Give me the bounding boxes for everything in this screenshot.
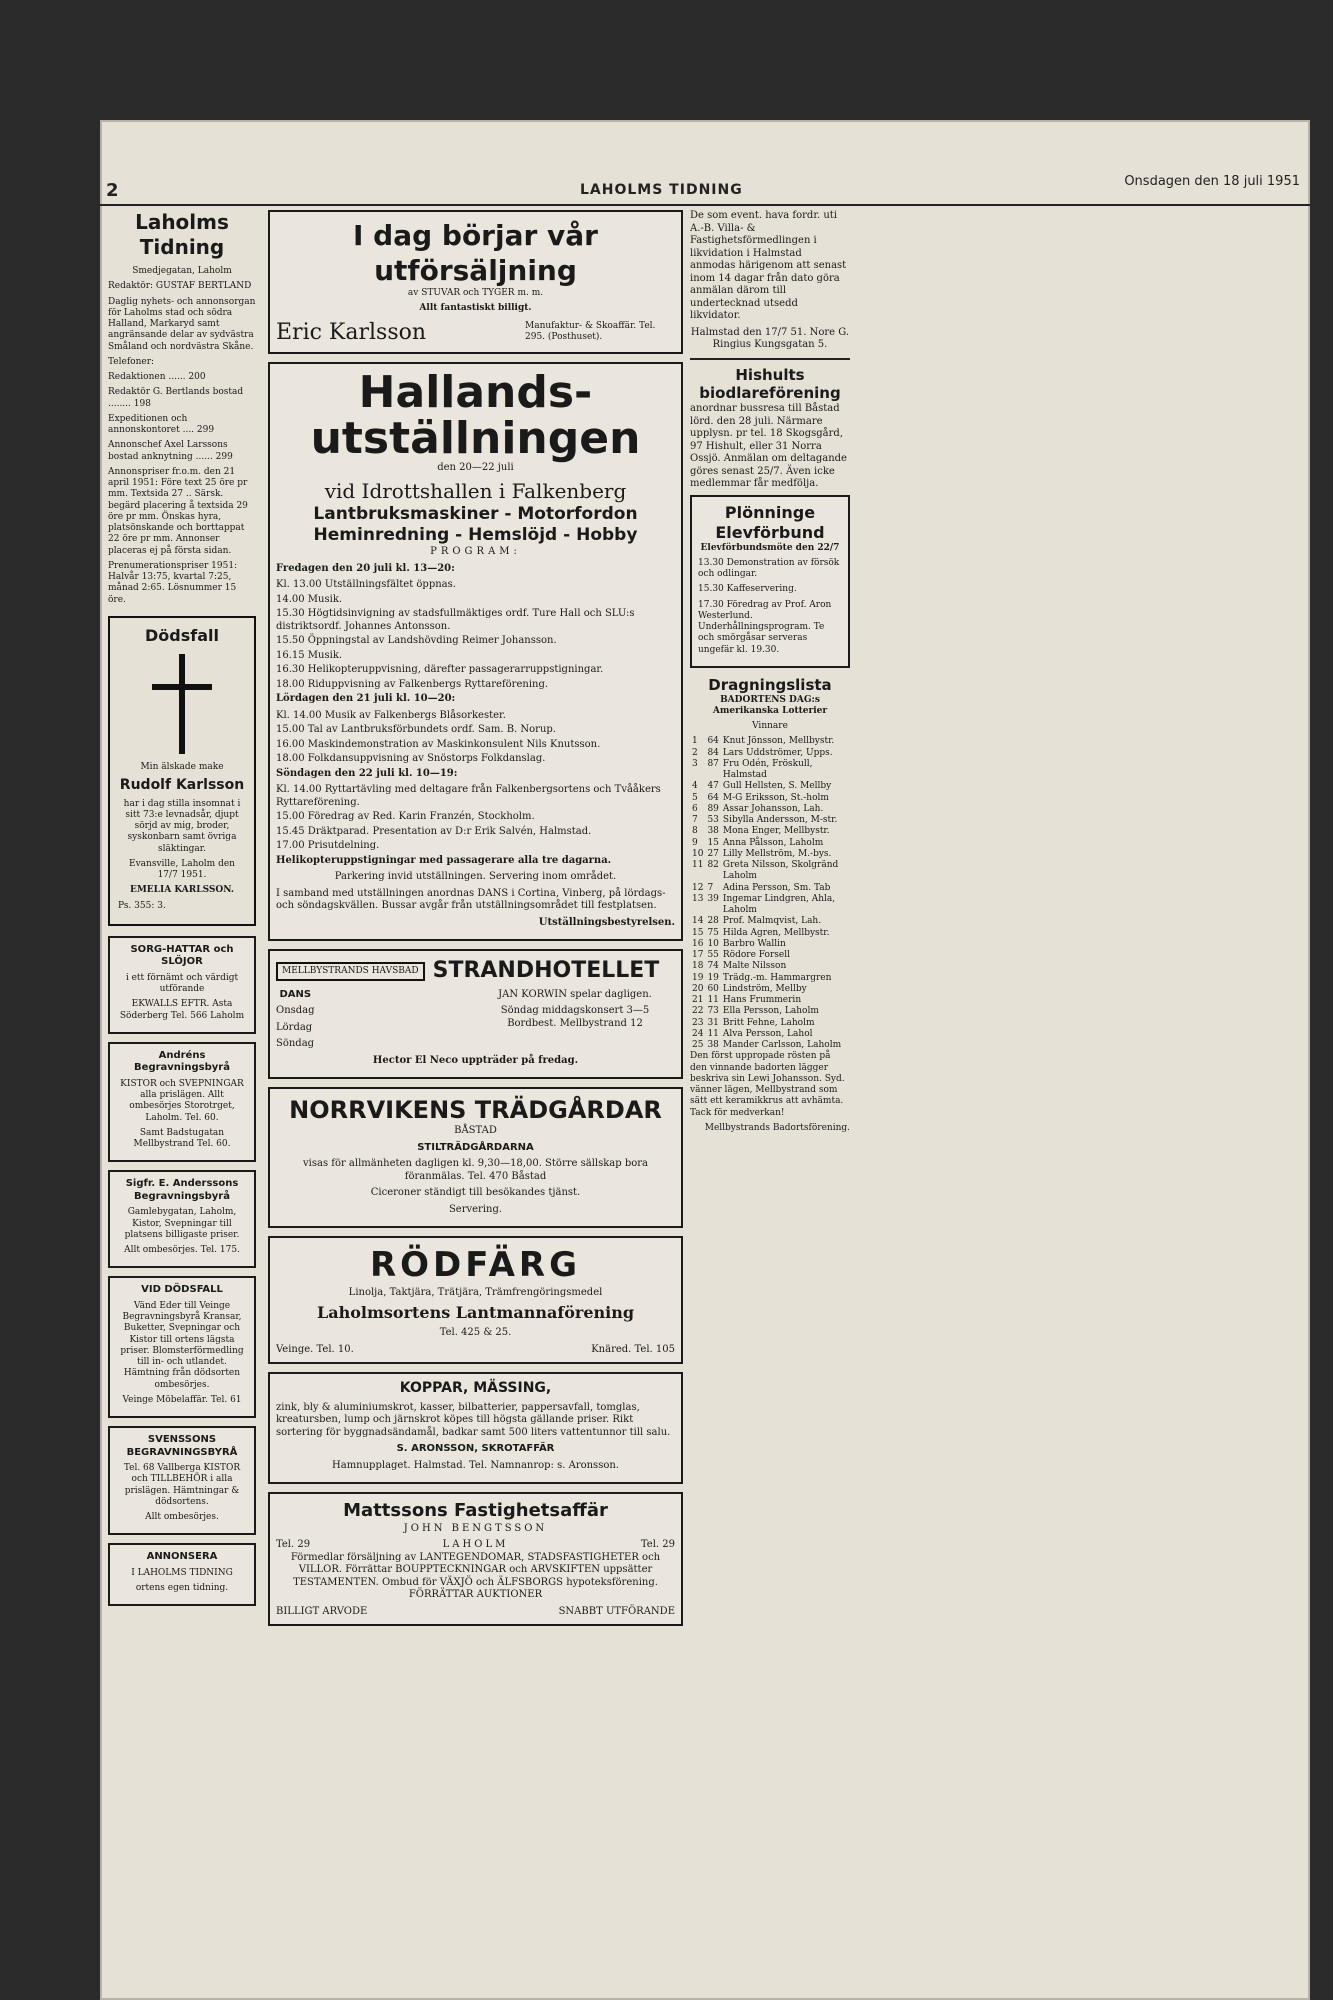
masthead-title: Laholms Tidning (135, 210, 229, 259)
ad-box (108, 1276, 256, 1418)
ad-title: ANNONSERA (146, 1551, 218, 1563)
ad-title: Sigfr. E. Anderssons Begravningsbyrå (125, 1178, 239, 1202)
program-item: 16.30 Helikopteruppvisning, därefter passagerarruppstigningar. (276, 664, 604, 676)
table-row (690, 826, 850, 837)
ad-sig: EKWALLS EFTR. Asta Söderberg Tel. 566 Laholm (119, 999, 245, 1021)
program-day: Fredagen den 20 juli kl. 13—20: (276, 562, 455, 574)
program-item: 15.00 Tal av Lantbruksförbundets ordf. Sam. B. Norup. (276, 724, 556, 736)
draw-sig: Mellbystrands Badortsförening. (704, 1122, 850, 1133)
koppar-text: zink, bly & aluminiumskrot, kasser, bilbatterier, pappersavfall, tomglas, kreatursben, lump och järnskrot köpes till högsta gällande priser. Rikt sortering för byggnadsändamål, badkar samt 500 liters vattentunnor till salu. (276, 1401, 671, 1438)
table-row (690, 1029, 850, 1040)
table-row (690, 748, 850, 759)
strand-band: JAN KORWIN spelar dagligen. (498, 988, 652, 1000)
ad-title: VID DÖDSFALL (141, 1284, 223, 1296)
ad-box (108, 1042, 256, 1163)
table-row (690, 759, 850, 782)
table-cell: Ella Persson, Laholm (722, 1006, 819, 1017)
table-cell: 14 (692, 916, 704, 927)
table-row (690, 793, 850, 804)
table-cell: Sibylla Andersson, M-str. (722, 815, 838, 825)
draw-head: Vinnare (752, 721, 788, 731)
program-item: 15.45 Dräktparad. Presentation av D:r Erik Salvén, Halmstad. (276, 825, 592, 837)
koppar-name: S. ARONSSON, SKROTAFFÄR (396, 1443, 555, 1455)
table-cell: 74 (707, 961, 719, 972)
plonninge-item: 15.30 Kaffeservering. (698, 584, 797, 595)
masthead-editor: Redaktör: GUSTAF BERTLAND (108, 281, 252, 292)
death-signed: EMELIA KARLSSON. (129, 885, 234, 896)
sale-ad (268, 210, 683, 354)
ad-box (108, 1426, 256, 1535)
ads-prices: Annonspriser fr.o.m. den 21 april 1951: Före text 25 öre pr mm. Textsida 27 .. Särsk. begärd placering å textsida 29 öre pr mm. Önskas hyra, platsönskande och borttappat 22 öre pr mm. Annonser placeras ej på första sidan. (108, 466, 248, 556)
ad-text: I LAHOLMS TIDNING (131, 1567, 233, 1578)
table-cell: 7 (692, 815, 698, 825)
mattssons-title: Mattssons Fastighetsaffär (343, 1500, 608, 1522)
ad-title: SORG-HATTAR och SLÖJOR (130, 943, 234, 968)
plonninge-item: 17.30 Föredrag av Prof. Aron Westerlund. Underhållningsprogram. Te och smörgåsar serveras ungefär kl. 19.30. (698, 599, 832, 655)
table-cell: 15 (692, 927, 704, 938)
table-cell: 25 (692, 1040, 704, 1050)
sale-name: Eric Karlsson (276, 319, 427, 345)
table-cell: 27 (707, 848, 719, 859)
phone-line: Annonschef Axel Larssons bostad anknytning ...... 299 (108, 440, 233, 462)
table-row (690, 815, 850, 826)
table-cell: Anna Pålsson, Laholm (722, 837, 824, 848)
death-text: har i dag stilla insomnat i sitt 73:e levnadsår, djupt sörjd av mig, broder, syskonbarn samt övriga släktingar. (123, 798, 241, 854)
table-cell: 6 (692, 803, 698, 814)
table-row (690, 1040, 850, 1051)
norrviken-town: BÅSTAD (454, 1125, 497, 1137)
mattssons-tel: Tel. 29 (276, 1539, 311, 1551)
table-row (690, 984, 850, 995)
table-cell: Mander Carlsson, Laholm (722, 1040, 842, 1050)
table-cell: 9 (692, 837, 698, 848)
table-cell: Fru Odén, Fröskull, Halmstad (722, 758, 813, 780)
ad-title: SVENSSONS BEGRAVNINGSBYRÅ (126, 1434, 238, 1458)
program-item: 15.00 Föredrag av Red. Karin Franzén, Stockholm. (276, 811, 535, 823)
table-cell: Greta Nilsson, Skolgränd Laholm (722, 860, 839, 882)
ad-sig: Allt ombesörjes. (145, 1512, 219, 1522)
mattssons-ad (268, 1492, 683, 1626)
phone-line: Redaktionen ...... 200 (108, 372, 206, 382)
page-header (100, 170, 1310, 206)
table-cell: 12 (692, 882, 704, 893)
plonninge-ad (690, 495, 850, 668)
table-cell: Prof. Malmqvist, Lah. (722, 916, 822, 927)
table-cell: Hilda Agren, Mellbystr. (722, 927, 830, 938)
table-cell: 11 (707, 995, 719, 1005)
draw-title: Dragningslista (708, 675, 832, 694)
table-cell: 75 (707, 927, 719, 938)
table-cell: 31 (707, 1017, 719, 1028)
ad-box (108, 1543, 256, 1606)
strand-brand: MELLBYSTRANDS HAVSBAD (276, 962, 425, 981)
table-cell: 11 (707, 1028, 719, 1039)
strand-dans: DANS (279, 988, 312, 1000)
death-name: Rudolf Karlsson (119, 777, 245, 793)
table-row (690, 804, 850, 815)
plonninge-sub: Elevförbundsmöte den 22/7 (700, 542, 840, 553)
plonninge-title: Plönninge Elevförbund (715, 502, 825, 542)
likvidation-text: De som event. hava fordr. uti A.-B. Villa- & Fastighetsförmedlingen i likvidation i Halmstad anmodas härigenom att senast inom 14 dagar från dato göra anmälan därom till undertecknad utsedd likvidator. (690, 210, 847, 321)
phone-line: Redaktör G. Bertlands bostad ........ 198 (108, 387, 244, 409)
norrviken-sub: STILTRÄDGÅRDARNA (417, 1141, 534, 1153)
program-item: 15.30 Högtidsinvigning av stadsfullmäktiges ordf. Ture Hall och SLU:s distriktsordf. Johannes Antonsson. (276, 608, 635, 632)
table-cell: 18 (692, 961, 704, 972)
ad-title: Andréns Begravningsbyrå (134, 1049, 230, 1074)
subscription: Prenumerationspriser 1951: Halvår 13:75, kvartal 7:25, månad 2:65. Lösnummer 15 öre. (108, 560, 238, 605)
phones-label: Telefoner: (108, 356, 155, 367)
table-cell: Mona Enger, Mellbystr. (722, 826, 830, 837)
table-cell: 21 (692, 995, 704, 1005)
table-row (690, 928, 850, 939)
norrviken-servering: Servering. (448, 1203, 503, 1215)
masthead-address: Smedjegatan, Laholm (132, 266, 232, 276)
draw-table (690, 736, 850, 1051)
koppar-ad (268, 1372, 683, 1484)
table-cell: 60 (707, 983, 719, 994)
death-heading: Dödsfall (145, 625, 219, 645)
program-item: 18.00 Riduppvisning av Falkenbergs Ryttareförening. (276, 678, 549, 690)
mattssons-tel: Tel. 29 (640, 1539, 675, 1551)
table-cell: 10 (692, 848, 704, 859)
table-row (690, 781, 850, 792)
table-cell: 8 (692, 826, 698, 837)
column-3 (690, 210, 850, 1980)
program-item: Kl. 14.00 Musik av Falkenbergs Blåsorkester. (276, 709, 506, 721)
table-cell: Hans Frummerin (722, 995, 802, 1005)
table-cell: Malte Nilsson (722, 961, 787, 972)
table-cell: 89 (707, 803, 719, 814)
likvidation-sig: Halmstad den 17/7 51. Nore G. Ringius Kungsgatan 5. (690, 326, 850, 350)
ad-text: Gamlebygatan, Laholm, Kistor, Svepningar till platsens billigaste priser. (124, 1207, 240, 1240)
program-item: 16.00 Maskindemonstration av Maskinkonsulent Nils Knutsson. (276, 738, 601, 750)
table-cell: 38 (707, 826, 719, 837)
exhibition-dates: den 20—22 juli (437, 462, 514, 474)
exhibition-parking: Parkering invid utställningen. Servering inom området. (334, 871, 617, 883)
table-row (690, 736, 850, 747)
rodfarg-types: Linolja, Taktjära, Trätjära, Trämfrengöringsmedel (348, 1286, 603, 1298)
program-item: 15.50 Öppningstal av Landshövding Reimer Johansson. (276, 635, 557, 647)
exhibition-extra: I samband med utställningen anordnas DANS i Cortina, Vinberg, på lördags- och söndagskvällen. Bussar avgår från utställningsområdet till festplatsen. (276, 887, 666, 912)
ad-text: Vänd Eder till Veinge Begravningsbyrå Kransar, Buketter, Svepningar och Kistor till ortens lägsta priser. Blomsterförmedling till in- och utlandet. Hämtning från dödsorten ombesörjes. (120, 1300, 244, 1390)
rodfarg-veinge: Veinge. Tel. 10. (276, 1343, 354, 1355)
table-cell: 28 (707, 916, 719, 927)
table-cell: 19 (692, 972, 704, 983)
table-row (690, 961, 850, 972)
exhibition-line-2: Heminredning - Hemslöjd - Hobby (313, 525, 638, 546)
program-item: 17.00 Prisutdelning. (276, 840, 380, 852)
koppar-addr: Hamnupplaget. Halmstad. Tel. Namnanrop: s. Aronsson. (332, 1459, 619, 1471)
table-cell: Trädg.-m. Hammargren (722, 972, 832, 983)
table-cell: 19 (707, 972, 719, 983)
table-cell: Lindström, Mellby (722, 983, 807, 994)
table-row (690, 995, 850, 1006)
table-cell: Knut Jönsson, Mellbystr. (722, 736, 835, 747)
table-cell: 22 (692, 1006, 704, 1017)
strand-lordag: Lördag (276, 1021, 313, 1033)
ad-sig: Veinge Möbelaffär. Tel. 61 (122, 1394, 242, 1405)
rodfarg-seller: Laholmsortens Lantmannaförening (316, 1303, 635, 1323)
norrviken-title: NORRVIKENS TRÄDGÅRDAR (289, 1096, 662, 1125)
strand-title: STRANDHOTELLET (432, 958, 660, 984)
newspaper-page (100, 120, 1310, 2000)
paper-name: LAHOLMS TIDNING (580, 182, 743, 198)
table-cell: 17 (692, 950, 704, 960)
table-cell: 64 (707, 736, 719, 747)
table-cell: Assar Johansson, Lah. (722, 803, 824, 814)
table-cell: 47 (707, 781, 719, 792)
ad-sig: Samt Badstugatan Mellbystrand Tel. 60. (133, 1127, 231, 1149)
ad-sig: ortens egen tidning. (135, 1583, 229, 1593)
table-cell: 7 (707, 882, 714, 893)
column-center-wide (268, 210, 683, 1980)
draw-sub: BADORTENS DAG:s Amerikanska Lotterier (712, 694, 828, 716)
death-place: Evansville, Laholm den 17/7 1951. (129, 858, 235, 880)
table-cell: Gull Hellsten, S. Mellby (722, 781, 832, 792)
table-cell: 15 (707, 837, 719, 848)
exhibition-sig: Utställningsbestyrelsen. (538, 916, 675, 928)
table-cell: Ingemar Lindgren, Ahla, Laholm (722, 893, 836, 915)
table-cell: 4 (692, 781, 698, 792)
strand-sondag-text: Söndag middagskonsert 3—5 Bordbest. Mellbystrand 12 (500, 1005, 650, 1029)
program-item: 18.00 Folkdansuppvisning av Snöstorps Folkdanslag. (276, 753, 546, 765)
masthead-desc: Daglig nyhets- och annonsorgan för Laholms stad och södra Halland, Markaryd samt angränsande delar av sydvästra Småland och nordvästra Skåne. (108, 296, 256, 352)
mattssons-town: LAHOLM (442, 1539, 509, 1551)
mattssons-owner: JOHN BENGTSSON (403, 1522, 548, 1534)
mattssons-billigt: BILLIGT ARVODE (276, 1605, 368, 1617)
table-cell: 82 (707, 860, 719, 870)
table-cell: 38 (707, 1040, 719, 1050)
table-row (690, 1018, 850, 1029)
column-left (108, 210, 256, 1980)
draw-foot: Den först uppropade rösten på den vinnande badorten lägger beskriva sin Lewi Johansson. Syd. vänner lägen, Mellbystrand som sätt ett keramikkrus att avhämta. Tack för medverkan! (690, 1051, 845, 1118)
table-cell: 84 (707, 747, 719, 758)
program-day: Söndagen den 22 juli kl. 10—19: (276, 767, 458, 779)
death-intro: Min älskade make (140, 761, 224, 772)
norrviken-ad (268, 1087, 683, 1228)
table-cell: 10 (707, 938, 719, 949)
table-row (690, 1006, 850, 1017)
sale-headline: I dag börjar vår utförsäljning (353, 219, 598, 287)
table-row (690, 894, 850, 917)
ad-sig: Allt ombesörjes. Tel. 175. (124, 1245, 240, 1255)
exhibition-title-2: utställningen (310, 413, 641, 465)
table-cell: 55 (707, 950, 719, 960)
table-cell: 16 (692, 938, 704, 949)
ad-box (108, 1170, 256, 1268)
table-cell: 24 (692, 1028, 704, 1039)
table-cell: M-G Eriksson, St.-holm (722, 792, 829, 803)
norrviken-text: visas för allmänheten dagligen kl. 9,30—18,00. Större sällskap bora föranmälas. Tel. 470 Båstad (303, 1158, 648, 1182)
phone-line: Expeditionen och annonskontoret .... 299 (108, 413, 215, 435)
rodfarg-tel: Tel. 425 & 25. (439, 1327, 512, 1339)
strand-guest: Hector El Neco uppträder på fredag. (372, 1054, 579, 1066)
table-cell: 20 (692, 983, 704, 994)
table-cell: 64 (707, 792, 719, 803)
table-cell: Rödore Forsell (722, 950, 790, 960)
table-cell: 53 (707, 815, 719, 825)
exhibition-heli: Helikopteruppstigningar med passagerare alla tre dagarna. (276, 854, 612, 866)
death-notice (108, 616, 256, 926)
program-item: Kl. 14.00 Ryttartävling med deltagare från Falkenbergsortens och Tvååkers Ryttareförening. (276, 784, 661, 808)
divider (690, 358, 850, 360)
ad-text: KISTOR och SVEPNINGAR alla prislägen. Allt ombesörjes Storotrget, Laholm. Tel. 60. (120, 1078, 244, 1123)
sale-sub: av STUVAR och TYGER m. m. (407, 288, 544, 298)
table-row (690, 950, 850, 961)
program-label: PROGRAM: (430, 546, 521, 558)
table-row (690, 860, 850, 883)
table-cell: Alva Persson, Lahol (722, 1028, 813, 1039)
ad-text: Tel. 68 Vallberga KISTOR och TILLBEHÖR i alla prislägen. Hämtningar & dödsortens. (123, 1463, 241, 1507)
table-row (690, 849, 850, 860)
table-cell: 5 (692, 792, 698, 803)
table-cell: 87 (707, 758, 719, 769)
program-item: 16.15 Musik. (276, 649, 343, 661)
norrviken-ciceroner: Ciceroner ständigt till besökandes tjänst. (370, 1187, 581, 1199)
table-cell: 23 (692, 1017, 704, 1028)
page-number: 2 (106, 180, 119, 201)
table-row (690, 973, 850, 984)
program-item: Kl. 13.00 Utställningsfältet öppnas. (276, 579, 456, 591)
table-cell: 73 (707, 1006, 719, 1017)
program-day: Lördagen den 21 juli kl. 10—20: (276, 693, 456, 705)
table-cell: Lars Uddströmer, Upps. (722, 747, 833, 758)
table-row (690, 939, 850, 950)
table-cell: Lilly Mellström, M.-bys. (722, 848, 832, 859)
table-row (690, 838, 850, 849)
table-cell: 3 (692, 758, 698, 769)
exhibition-title-1: Hallands- (358, 367, 593, 418)
exhibition-ad (268, 362, 683, 941)
biodlare-text: anordnar bussresa till Båstad lörd. den 28 juli. Närmare upplysn. pr tel. 18 Skogsgård, 97 Hishult, eller 31 Norra Ossjö. Anmälan om deltagande göres senast 25/7. Även icke medlemmar får medfölja. (690, 403, 847, 489)
table-cell: 1 (692, 736, 698, 747)
strand-onsdag: Onsdag (276, 1005, 315, 1017)
table-cell: 2 (692, 747, 698, 758)
plonninge-item: 13.30 Demonstration av försök och odlingar. (698, 557, 840, 579)
strandhotellet-ad (268, 949, 683, 1079)
ad-box (108, 936, 256, 1034)
sale-shop: Manufaktur- & Skoaffär. Tel. 295. (Posthuset). (525, 321, 656, 343)
biodlare-title: Hishults biodlareförening (699, 365, 841, 403)
exhibition-line-1: Lantbruksmaskiner - Motorfordon (313, 503, 638, 524)
rodfarg-ad (268, 1236, 683, 1364)
program-item: 14.00 Musik. (276, 593, 343, 605)
issue-date: Onsdagen den 18 juli 1951 (1124, 174, 1300, 189)
table-cell: 39 (707, 893, 719, 904)
death-ref: Ps. 355: 3. (118, 900, 166, 911)
table-cell: Britt Fehne, Laholm (722, 1017, 815, 1028)
mattssons-text: Förmedlar försäljning av LANTEGENDOMAR, STADSFASTIGHETER och VILLOR. Förrättar BOUPPTECKNINGAR och ARVSKIFTEN uppsätter TESTAMENTEN. Ombud för VÄXJÖ och ÄLFSBORGS hypoteksförening. FÖRRÄTTAR AUKTIONER (290, 1551, 661, 1601)
strand-sondag: Söndag (276, 1038, 315, 1050)
koppar-title: KOPPAR, MÄSSING, (399, 1380, 552, 1397)
table-cell: Barbro Wallin (722, 938, 786, 949)
cross-icon (152, 654, 212, 754)
table-row (690, 883, 850, 894)
rodfarg-knared: Knäred. Tel. 105 (591, 1343, 675, 1355)
table-row (690, 916, 850, 927)
mattssons-snabbt: SNABBT UTFÖRANDE (558, 1605, 675, 1617)
exhibition-where: vid Idrottshallen i Falkenberg (324, 478, 627, 503)
ad-text: i ett förnämt och värdigt utförande (125, 972, 239, 994)
table-cell: 11 (692, 860, 704, 870)
table-cell: Adina Persson, Sm. Tab (722, 882, 831, 893)
table-cell: 13 (692, 893, 704, 904)
rodfarg-title: RÖDFÄRG (369, 1245, 582, 1286)
sale-note: Allt fantastiskt billigt. (419, 303, 532, 314)
